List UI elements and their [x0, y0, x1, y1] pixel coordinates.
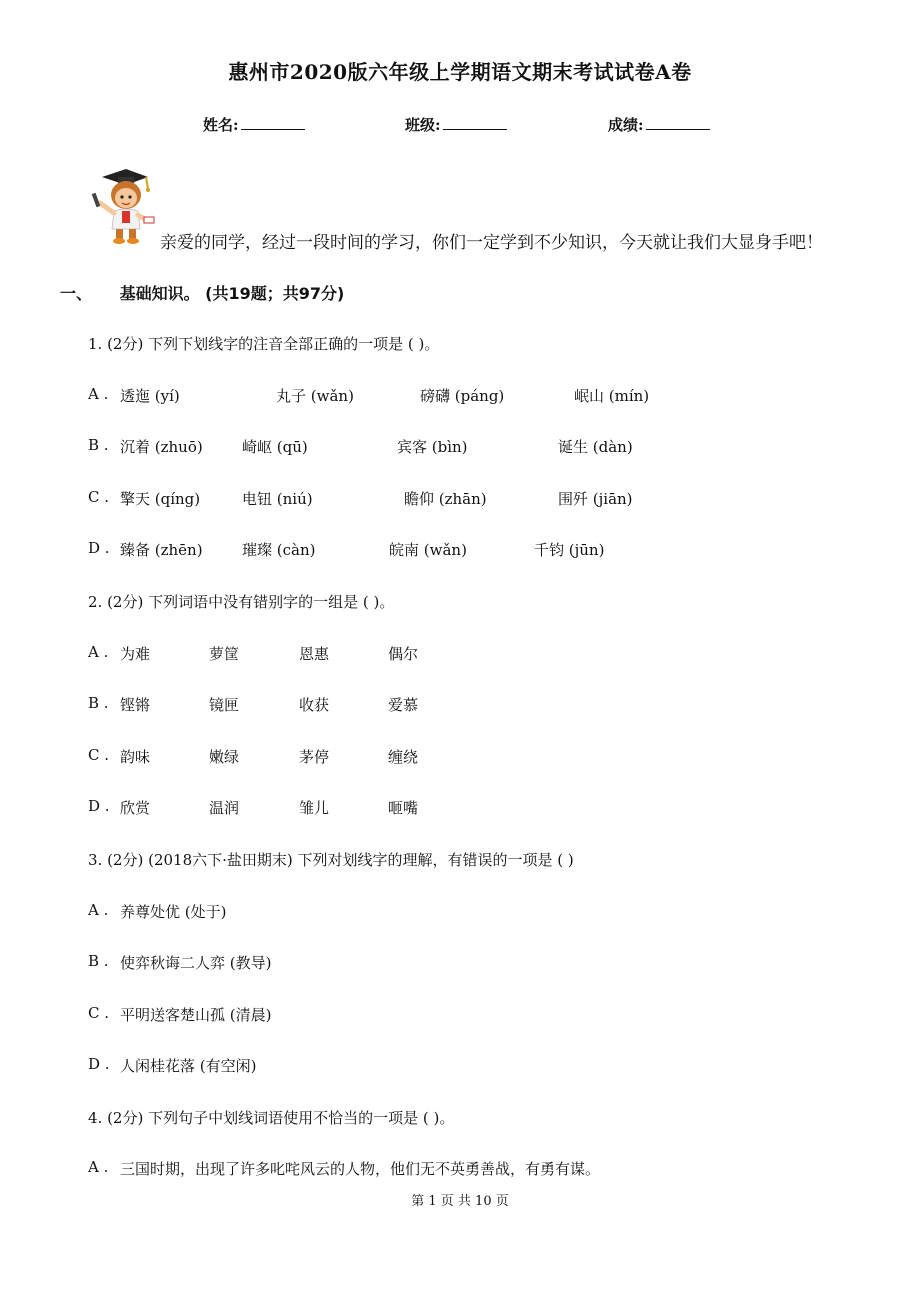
option-letter: A .: [88, 643, 109, 661]
option-letter: B .: [88, 694, 109, 712]
option-item: 诞生 (dàn): [558, 438, 633, 456]
option-letter: A .: [88, 385, 109, 403]
name-field: [203, 114, 305, 135]
option-letter: C .: [88, 1004, 110, 1022]
option-item: 欣赏: [120, 799, 151, 817]
question-1-option-d[interactable]: [88, 539, 605, 559]
option-item: 为难: [120, 645, 151, 663]
student-mascot-icon: [88, 163, 156, 245]
option-letter: C .: [88, 488, 110, 506]
question-4-option-a[interactable]: [88, 1158, 601, 1178]
section-title: 基础知识。 (共19题；共97分): [119, 284, 345, 303]
option-item: 宾客 (bìn): [397, 438, 468, 456]
question-2-option-a[interactable]: [88, 643, 419, 663]
option-item: 铿锵: [120, 696, 151, 714]
option-item: 璀璨 (càn): [242, 541, 316, 559]
option-item: 平明送客楚山孤 (清晨): [120, 1006, 272, 1024]
option-item: 茅停: [299, 748, 330, 766]
question-2-option-d[interactable]: [88, 797, 419, 817]
option-letter: D .: [88, 1055, 110, 1073]
question-3-option-a[interactable]: [88, 901, 227, 921]
option-item: 咂嘴: [388, 799, 419, 817]
score-blank[interactable]: [646, 115, 710, 130]
option-item: 崎岖 (qū): [242, 438, 308, 456]
option-item: 磅礴 (páng): [420, 387, 505, 405]
section-number: 一、: [60, 284, 93, 303]
option-item: 千钧 (jūn): [534, 541, 605, 559]
question-3-stem: 3. (2分) (2018六下·盐田期末) 下列对划线字的理解，有错误的一项是 ( ): [88, 851, 574, 869]
option-item: 嫩绿: [209, 748, 240, 766]
question-2-stem: 2. (2分) 下列词语中没有错别字的一组是 ( )。: [88, 593, 395, 611]
class-field: [405, 114, 507, 135]
option-item: 透迤 (yí): [120, 387, 180, 405]
option-letter: D .: [88, 539, 110, 557]
option-item: 爱慕: [388, 696, 419, 714]
greeting-text: 亲爱的同学，经过一段时间的学习，你们一定学到不少知识，今天就让我们大显身手吧！: [160, 233, 823, 253]
option-item: 镜匣: [209, 696, 240, 714]
question-3-option-b[interactable]: [88, 952, 272, 972]
section-heading: [60, 281, 344, 304]
class-label: 班级:: [405, 116, 441, 134]
option-item: 韵味: [120, 748, 151, 766]
option-item: 三国时期，出现了许多叱咤风云的人物，他们无不英勇善战，有勇有谋。: [120, 1160, 601, 1178]
option-item: 使弈秋诲二人弈 (教导): [120, 954, 272, 972]
option-letter: D .: [88, 797, 110, 815]
option-letter: B .: [88, 436, 109, 454]
option-item: 围歼 (jiān): [558, 490, 633, 508]
option-item: 瞻仰 (zhān): [404, 490, 487, 508]
option-item: 电钮 (niú): [242, 490, 313, 508]
question-1-option-b[interactable]: [88, 436, 633, 456]
question-3-option-d[interactable]: [88, 1055, 257, 1075]
option-item: 温润: [209, 799, 240, 817]
option-item: 臻备 (zhēn): [120, 541, 203, 559]
option-letter: A .: [88, 901, 109, 919]
name-label: 姓名:: [203, 116, 239, 134]
option-letter: B .: [88, 952, 109, 970]
option-item: 养尊处优 (处于): [120, 903, 227, 921]
option-item: 雏儿: [299, 799, 330, 817]
option-item: 人闲桂花落 (有空闲): [120, 1057, 257, 1075]
question-4-stem: 4. (2分) 下列句子中划线词语使用不恰当的一项是 ( )。: [88, 1109, 455, 1127]
option-item: 皖南 (wǎn): [389, 541, 467, 559]
page-title: 惠州市2020版六年级上学期语文期末考试试卷A卷: [228, 60, 692, 84]
option-item: 萝筐: [209, 645, 240, 663]
option-item: 擎天 (qíng): [120, 490, 201, 508]
option-letter: A .: [88, 1158, 109, 1176]
score-field: [608, 114, 710, 135]
question-2-option-c[interactable]: [88, 746, 419, 766]
class-blank[interactable]: [443, 115, 507, 130]
option-item: 岷山 (mín): [574, 387, 650, 405]
question-3-option-c[interactable]: [88, 1004, 272, 1024]
option-item: 收获: [299, 696, 330, 714]
option-item: 缠绕: [388, 748, 419, 766]
page-footer: 第 1 页 共 10 页: [411, 1194, 509, 1209]
option-item: 偶尔: [388, 645, 419, 663]
question-1-option-a[interactable]: [88, 385, 650, 405]
option-letter: C .: [88, 746, 110, 764]
option-item: 恩惠: [299, 645, 330, 663]
name-blank[interactable]: [241, 115, 305, 130]
question-1-stem: 1. (2分) 下列下划线字的注音全部正确的一项是 ( )。: [88, 335, 440, 353]
question-2-option-b[interactable]: [88, 694, 419, 714]
option-item: 沉着 (zhuō): [120, 438, 203, 456]
score-label: 成绩:: [608, 116, 644, 134]
question-1-option-c[interactable]: [88, 488, 633, 508]
option-item: 丸子 (wǎn): [276, 387, 354, 405]
